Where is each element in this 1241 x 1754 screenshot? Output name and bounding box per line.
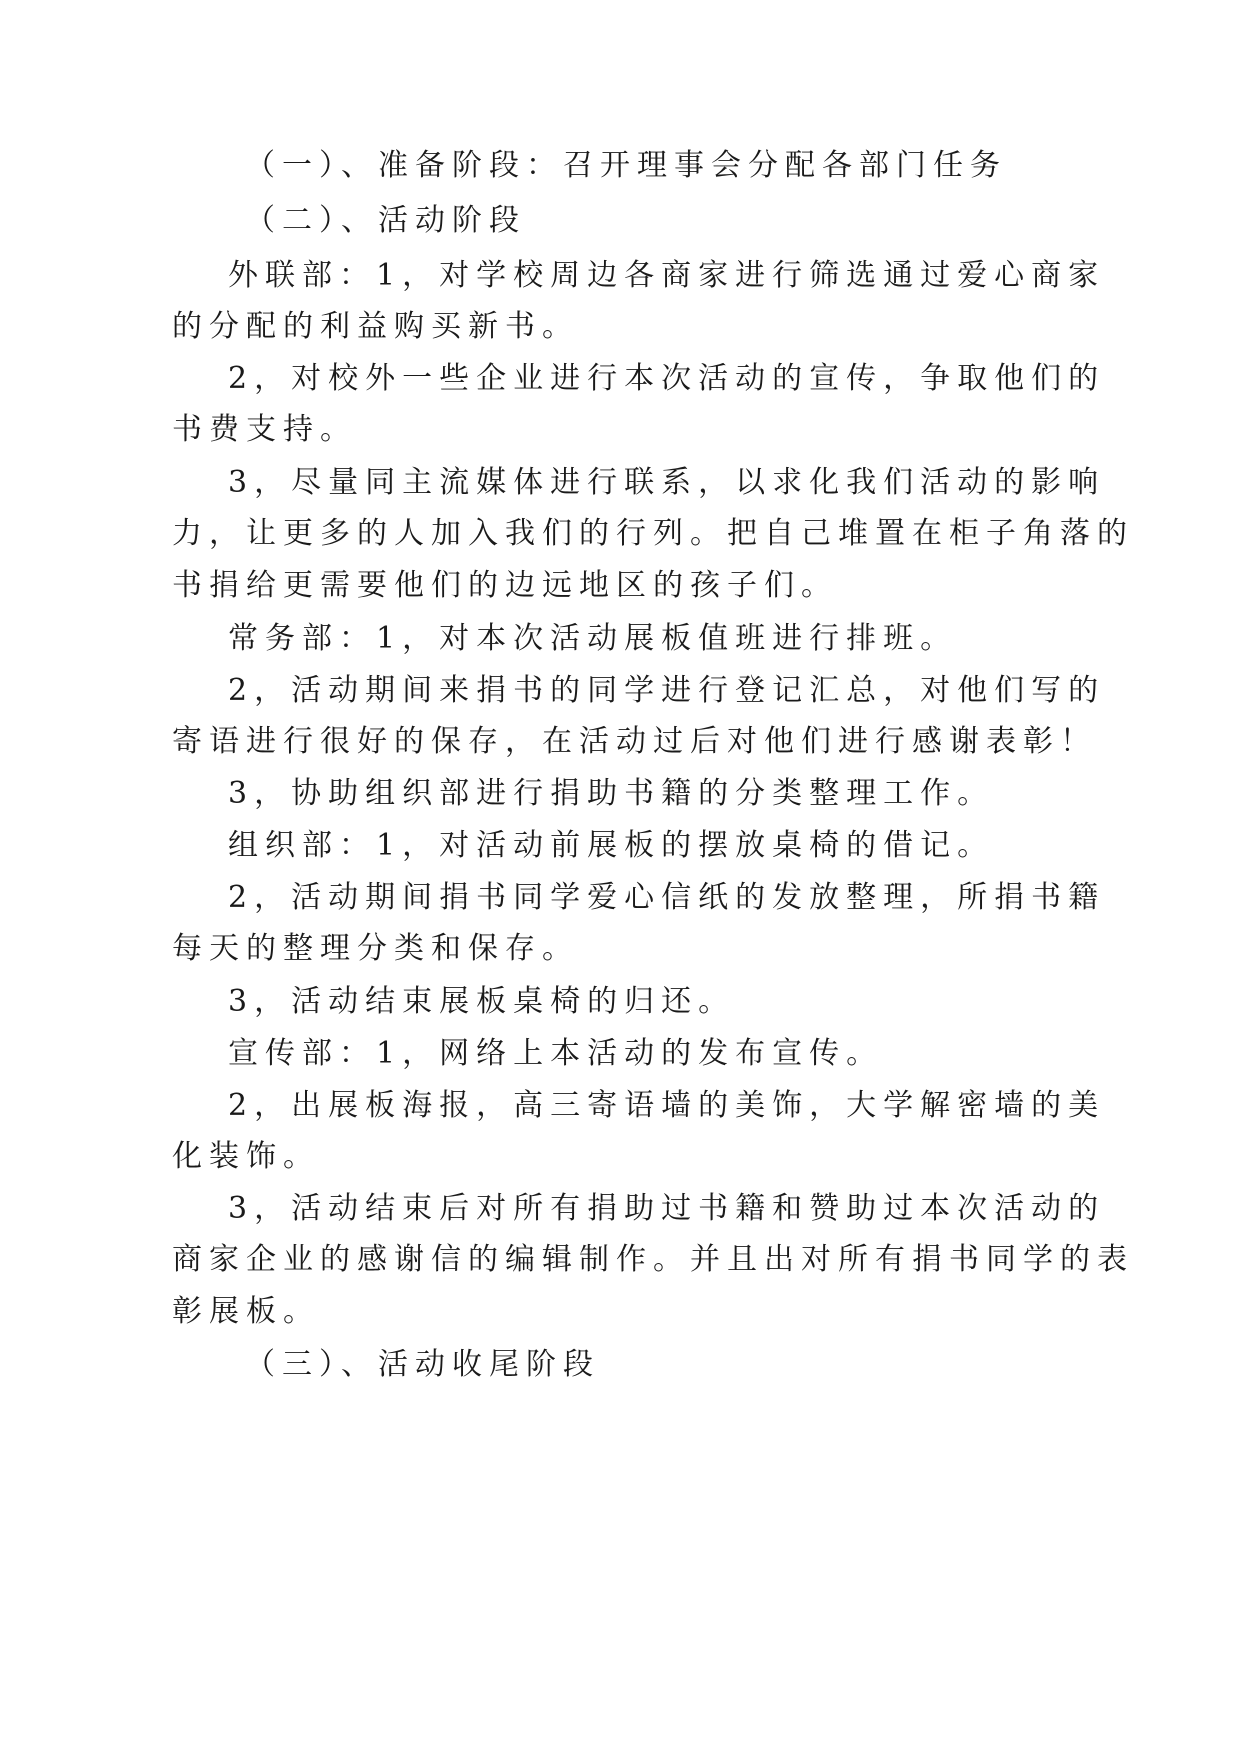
paragraph-line: 2，活动期间来捐书的同学进行登记汇总，对他们写的 [228,673,1106,708]
paragraph-line: 宣传部：1，网络上本活动的发布宣传。 [228,1036,884,1071]
paragraph-line: 书费支持。 [172,412,357,447]
paragraph-line: 2，对校外一些企业进行本次活动的宣传，争取他们的 [228,361,1106,396]
paragraph-line: 3，活动结束展板桌椅的归还。 [228,984,736,1019]
paragraph-line: 寄语进行很好的保存，在活动过后对他们进行感谢表彰！ [172,724,1097,759]
paragraph-line: 化装饰。 [172,1139,320,1174]
paragraph-line: 书捐给更需要他们的边远地区的孩子们。 [172,568,838,603]
paragraph-line: 2，出展板海报，高三寄语墙的美饰，大学解密墙的美 [228,1088,1106,1123]
paragraph-line: 外联部：1，对学校周边各商家进行筛选通过爱心商家 [228,258,1106,293]
paragraph-line: 常务部：1，对本次活动展板值班进行排班。 [228,621,958,656]
paragraph-line: 每天的整理分类和保存。 [172,931,579,966]
section-heading-activity: （二）、活动阶段 [245,203,526,238]
paragraph-line: 2，活动期间捐书同学爱心信纸的发放整理，所捐书籍 [228,880,1106,915]
paragraph-line: 商家企业的感谢信的编辑制作。并且出对所有捐书同学的表 [172,1242,1134,1277]
paragraph-line: 3，协助组织部进行捐助书籍的分类整理工作。 [228,776,995,811]
paragraph-line: 3，活动结束后对所有捐助过书籍和赞助过本次活动的 [228,1191,1106,1226]
section-heading-preparation: （一）、准备阶段：召开理事会分配各部门任务 [245,148,1007,183]
paragraph-line: 3，尽量同主流媒体进行联系，以求化我们活动的影响 [228,465,1106,500]
paragraph-line: 彰展板。 [172,1294,320,1329]
paragraph-line: 的分配的利益购买新书。 [172,309,579,344]
section-heading-wrap-up: （三）、活动收尾阶段 [245,1347,600,1382]
paragraph-line: 力，让更多的人加入我们的行列。把自己堆置在柜子角落的 [172,516,1134,551]
paragraph-line: 组织部：1，对活动前展板的摆放桌椅的借记。 [228,828,995,863]
